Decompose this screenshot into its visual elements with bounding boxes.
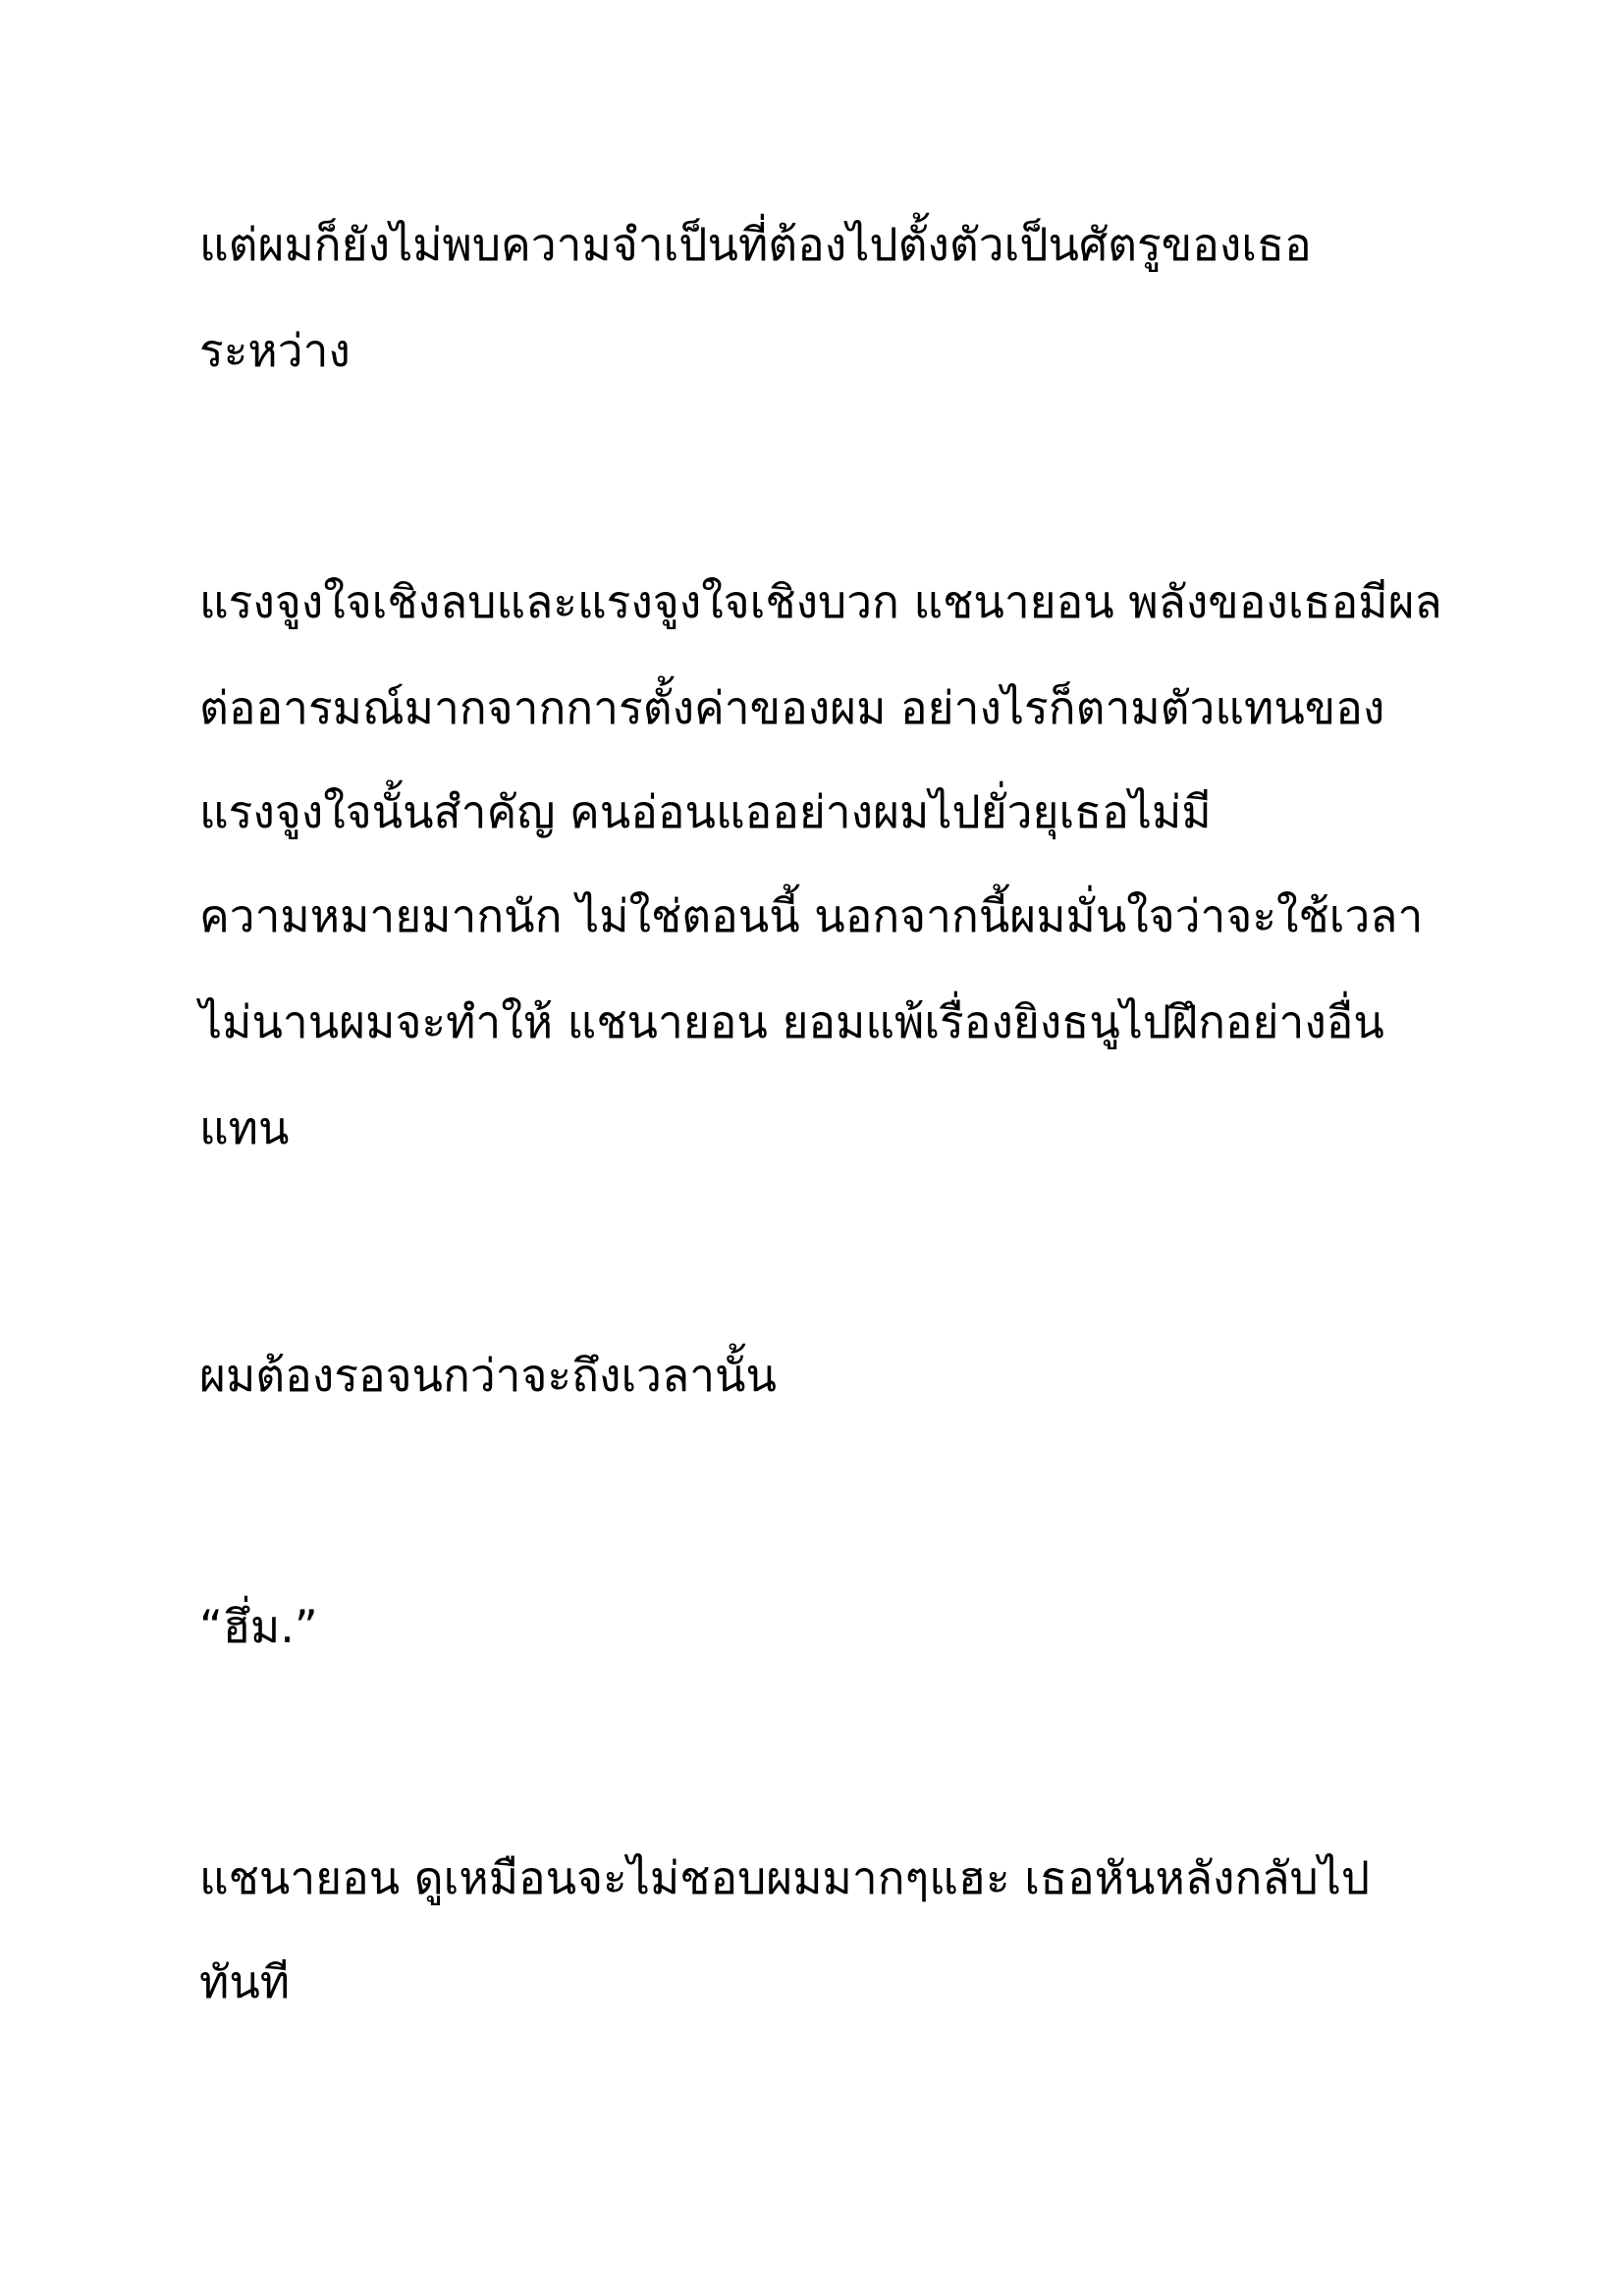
text-line: ต่ออารมณ์มากจากการตั้งค่าของผม อย่างไรก็ตามตัวแทนของ xyxy=(199,681,1385,734)
text-line: แทน xyxy=(199,1101,290,1154)
text-line: ไม่นานผมจะทำให้ แชนายอน ยอมแพ้เรื่องยิงธนูไปฝึกอย่างอื่น xyxy=(199,995,1384,1048)
text-line: แรงจูงใจนั้นสำคัญ คนอ่อนแออย่างผมไปยั่วยุเธอไม่มี xyxy=(199,785,1212,838)
text-line: ผมต้องรอจนกว่าจะถึงเวลานั้น xyxy=(199,1349,777,1402)
text-line: ความหมายมากนัก ไม่ใช่ตอนนี้ นอกจากนี้ผมมั่นใจว่าจะใช้เวลา xyxy=(199,889,1424,942)
text-line: แต่ผมก็ยังไม่พบความจำเป็นที่ต้องไปตั้งตัวเป็นศัตรูของเธอ xyxy=(199,218,1312,271)
text-line: แรงจูงใจเชิงลบและแรงจูงใจเชิงบวก แชนายอน พลังของเธอมีผล xyxy=(199,575,1442,628)
text-line: ทันที xyxy=(199,1955,291,2008)
text-line: “ฮึ่ม.” xyxy=(199,1600,318,1653)
text-line: ระหว่าง xyxy=(199,324,351,377)
text-line: แชนายอน ดูเหมือนจะไม่ชอบผมมากๆแฮะ เธอหันหลังกลับไป xyxy=(199,1851,1371,1904)
